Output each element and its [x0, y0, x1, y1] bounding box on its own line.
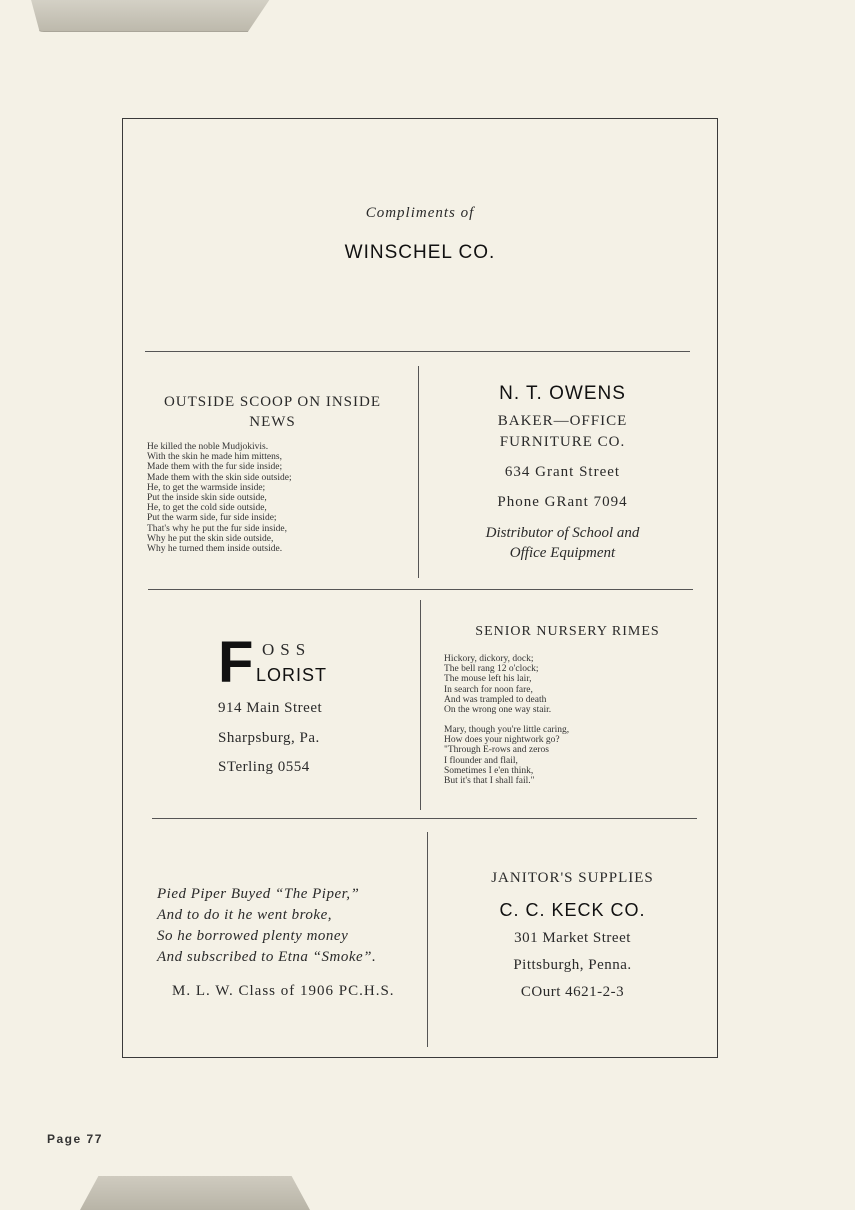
- owens-distributor-2: Office Equipment: [509, 545, 616, 561]
- owens-name: N. T. OWENS: [499, 383, 626, 404]
- poem-line: And was trampled to death: [444, 694, 547, 705]
- foss-lorist: LORIST: [256, 665, 328, 685]
- column-divider-1: [418, 366, 419, 578]
- poem-line: He killed the noble Mudjokivis.: [147, 442, 269, 452]
- page-number: Page 77: [47, 1132, 103, 1146]
- scoop-poem: [147, 442, 292, 554]
- poem-line: Made them with the fur side inside;: [147, 462, 283, 473]
- owens-line-2: FURNITURE CO.: [499, 434, 626, 450]
- column-divider-2: [420, 600, 421, 810]
- owens-distributor-1: Distributor of School and: [485, 525, 640, 541]
- foss-oss: OSS: [262, 640, 312, 659]
- poem-line: I flounder and flail,: [444, 755, 518, 766]
- winschel-name: WINSCHEL CO.: [344, 242, 496, 263]
- poem-line: With the skin he made him mittens,: [147, 452, 282, 463]
- piper-poem: [157, 884, 376, 968]
- divider-1: [145, 351, 690, 352]
- owens-address: 634 Grant Street: [504, 464, 621, 480]
- poem-line: Put the inside skin side outside,: [147, 493, 267, 504]
- poem-line: Why he turned them inside outside.: [147, 544, 283, 555]
- piper-signature: M. L. W. Class of 1906 PC.H.S.: [172, 983, 395, 999]
- poem-line: He, to get the warmside inside;: [147, 482, 266, 493]
- divider-2: [148, 589, 693, 590]
- scoop-title: OUTSIDE SCOOP ON INSIDE NEWS: [163, 394, 382, 430]
- binder-tab-bottom: [80, 1176, 310, 1210]
- foss-logo: [218, 630, 378, 695]
- poem-line: Mary, though you're little caring,: [444, 725, 570, 735]
- poem-line: Pied Piper Buyed “The Piper,”: [157, 886, 360, 902]
- poem-line: So he borrowed plenty money: [157, 928, 349, 944]
- owens-line-1: BAKER—OFFICE: [497, 413, 628, 429]
- rimes-verse-2: [444, 725, 569, 786]
- keck-name: C. C. KECK CO.: [499, 900, 646, 920]
- keck-city: Pittsburgh, Penna.: [513, 957, 632, 973]
- foss-address: 914 Main Street: [218, 700, 323, 716]
- poem-line: That's why he put the fur side inside,: [147, 523, 287, 534]
- poem-line: Why he put the skin side outside,: [147, 533, 274, 544]
- poem-line: But it's that I shall fail.": [444, 776, 535, 787]
- poem-line: The bell rang 12 o'clock;: [444, 664, 539, 675]
- poem-line: And to do it he went broke,: [157, 907, 332, 923]
- poem-line: How does your nightwork go?: [444, 735, 560, 746]
- foss-initial: F: [218, 630, 254, 695]
- rimes-title: SENIOR NURSERY RIMES: [475, 624, 660, 639]
- binder-tab-top: [30, 0, 272, 32]
- poem-line: The mouse left his lair,: [444, 674, 532, 685]
- keck-header: JANITOR'S SUPPLIES: [491, 870, 654, 886]
- poem-line: Made them with the skin side outside;: [147, 472, 292, 483]
- poem-line: Sometimes I e'en think,: [444, 765, 534, 776]
- poem-line: Hickory, dickory, dock;: [444, 654, 534, 664]
- poem-line: On the wrong one way stair.: [444, 705, 552, 716]
- poem-line: And subscribed to Etna “Smoke”.: [157, 949, 377, 965]
- rimes-verse-1: [444, 654, 551, 715]
- poem-line: In search for noon fare,: [444, 684, 533, 695]
- keck-address: 301 Market Street: [514, 930, 631, 946]
- foss-phone: STerling 0554: [218, 759, 310, 775]
- poem-line: "Through E-rows and zeros: [444, 745, 549, 756]
- keck-phone: COurt 4621-2-3: [520, 984, 625, 1000]
- poem-line: He, to get the cold side outside,: [147, 503, 267, 514]
- foss-city: Sharpsburg, Pa.: [218, 730, 320, 746]
- owens-phone: Phone GRant 7094: [497, 494, 628, 510]
- compliments-text: Compliments of: [365, 205, 475, 221]
- column-divider-3: [427, 832, 428, 1047]
- divider-3: [152, 818, 697, 819]
- poem-line: Put the warm side, fur side inside;: [147, 513, 277, 524]
